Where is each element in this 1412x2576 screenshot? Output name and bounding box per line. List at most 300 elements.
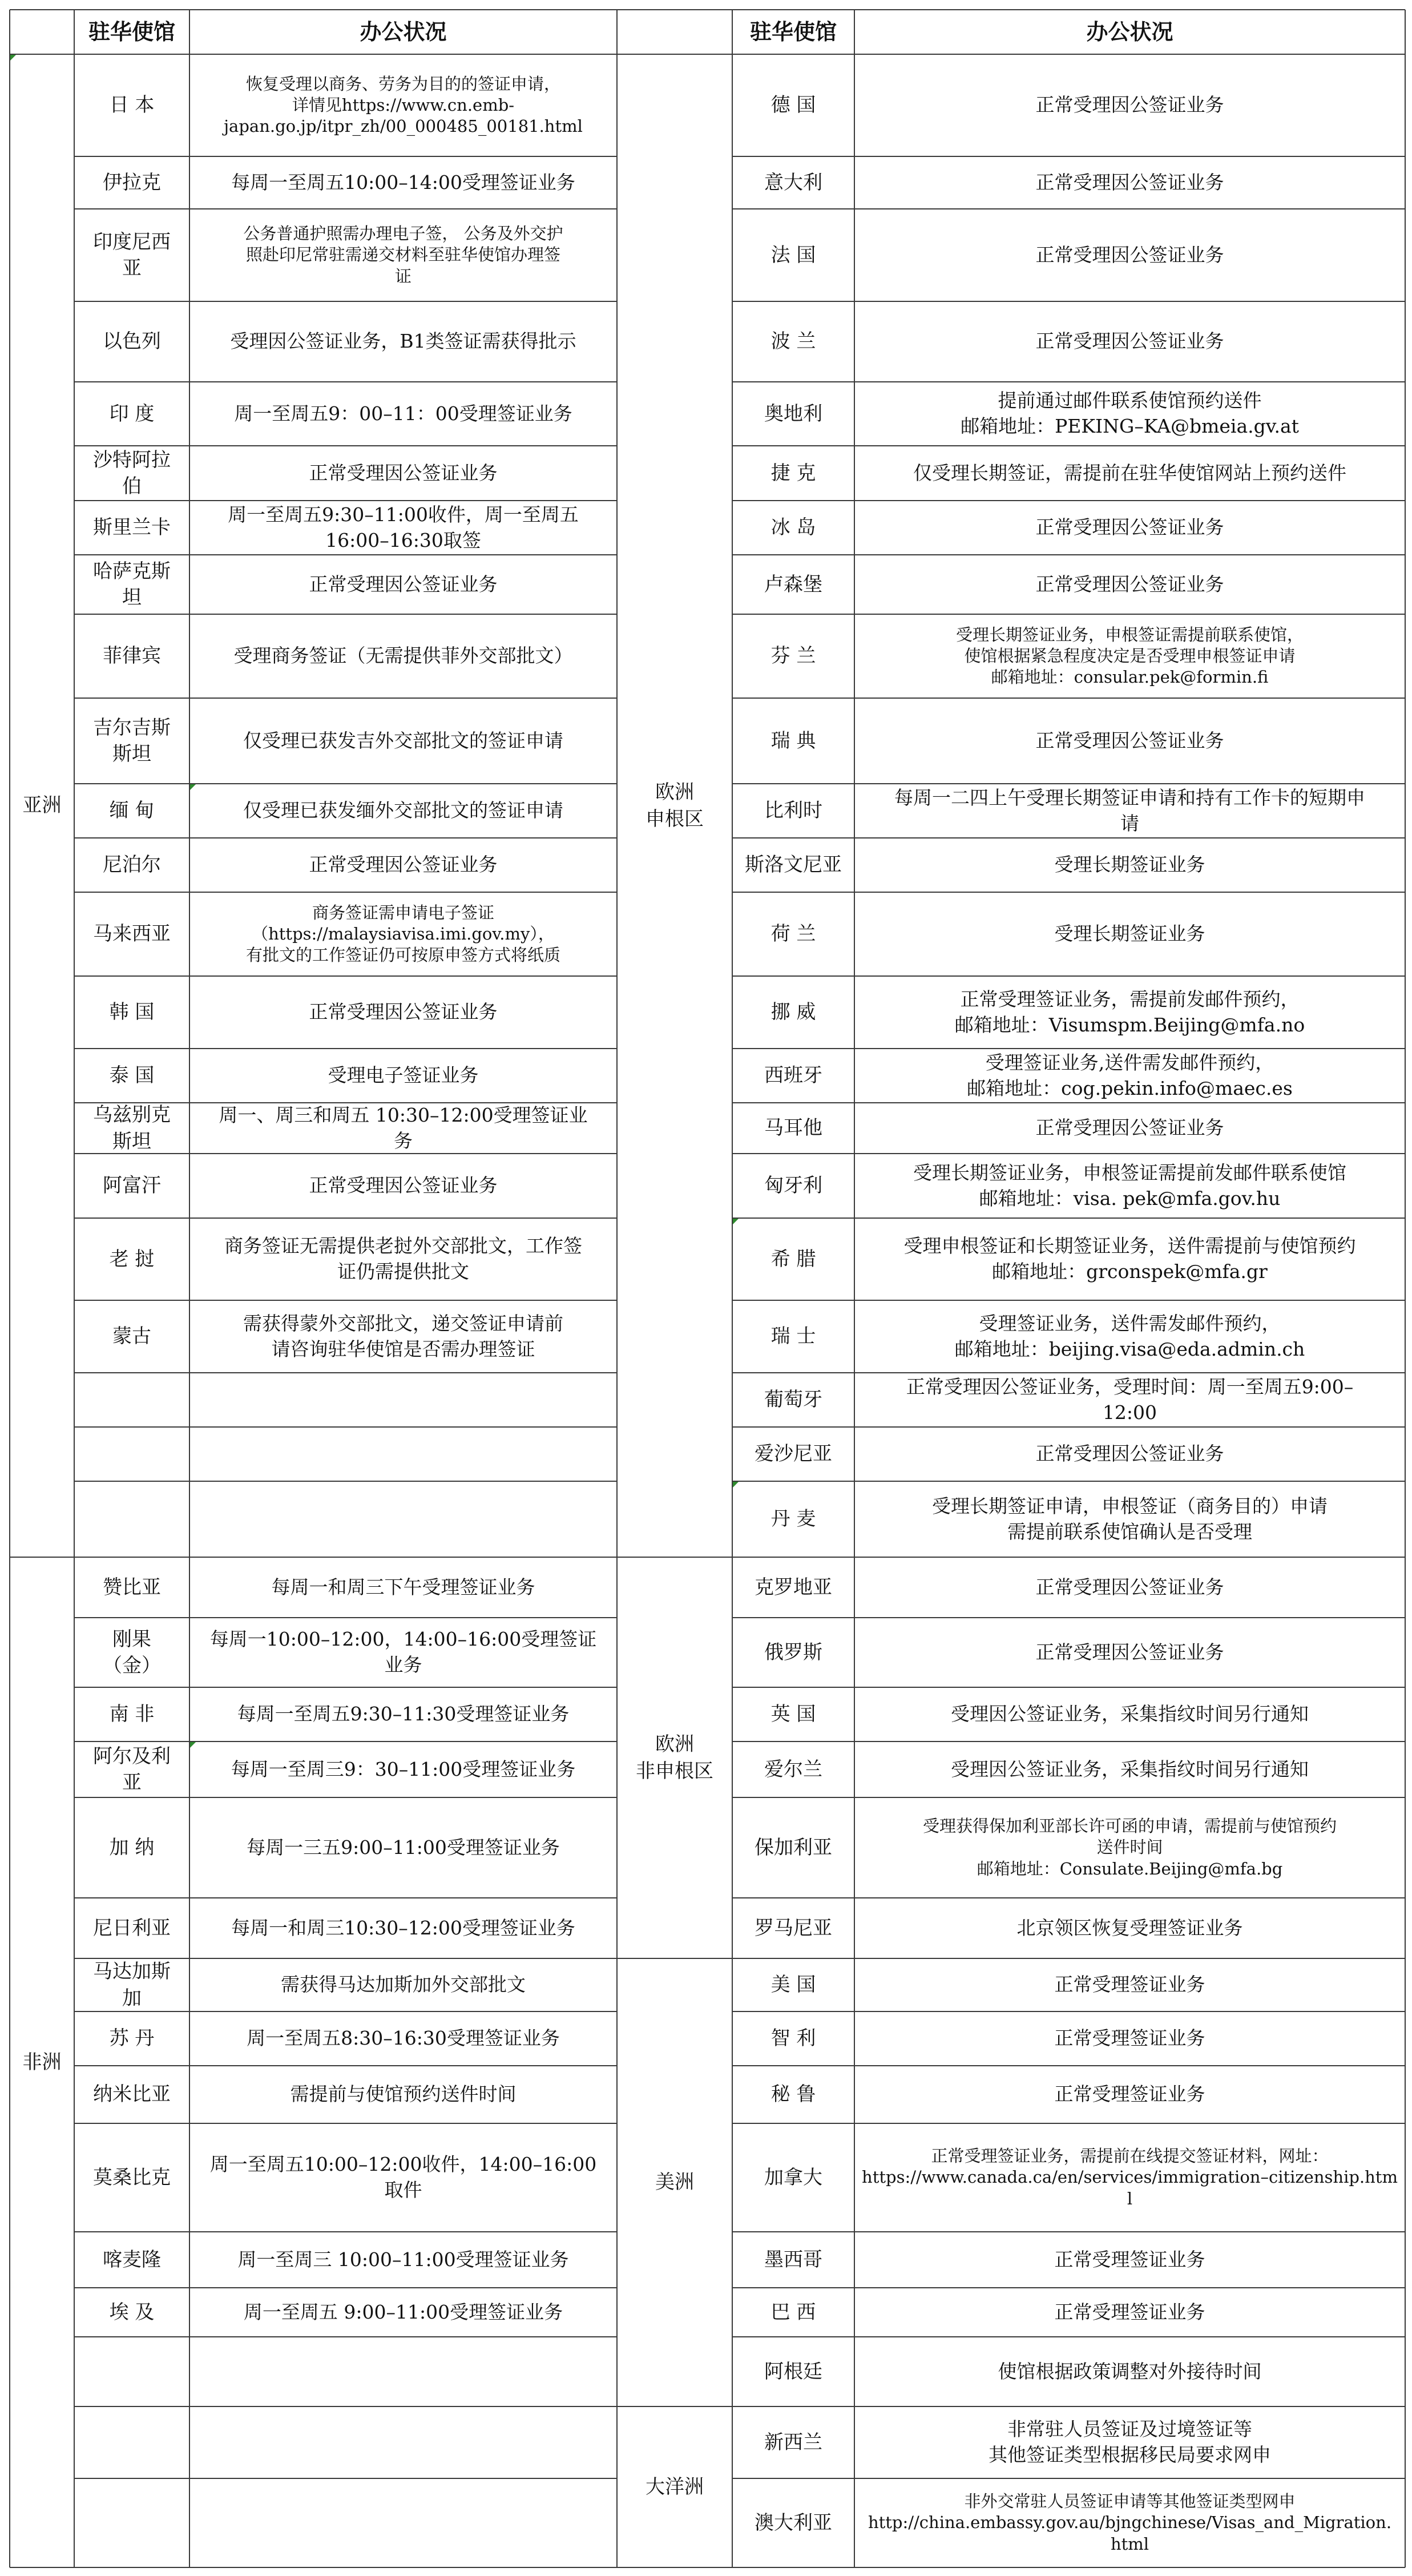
right-status-cell-text: 正常受理因公签证业务 [1035, 573, 1224, 595]
right-country-cell-text: 阿根廷 [764, 2360, 822, 2383]
right-status-cell [854, 2011, 1405, 2066]
left-country-cell-text: 哈萨克斯 坦 [93, 559, 171, 609]
right-status-cell [854, 1154, 1405, 1218]
grid-line [74, 2567, 617, 2568]
right-status-cell-text: 受理长期签证业务，申根签证需提前联系使馆， 使馆根据紧急程度决定是否受理申根签证申请 邮箱地址：consular.pek@formin.fi [955, 624, 1304, 687]
grid-line [74, 554, 617, 555]
grid-line [732, 1048, 1405, 1049]
right-status-cell-text: 正常受理因公签证业务 [1035, 1640, 1224, 1663]
left-country-cell [74, 1557, 189, 1618]
right-status-cell [854, 2288, 1405, 2337]
right-status-cell-text: 正常受理因公签证业务 [1035, 330, 1224, 353]
left-country-cell-text: 马达加斯 加 [93, 1960, 171, 2010]
right-status-cell [854, 976, 1405, 1049]
right-status-cell-text: 正常受理因公签证业务 [1035, 171, 1224, 193]
right-country-cell [732, 1687, 854, 1741]
grid-line [10, 54, 74, 55]
right-region-label [617, 54, 732, 1557]
header-right-status-text: 办公状况 [1086, 19, 1173, 45]
right-status-cell-text: 受理长期签证业务，申根签证需提前发邮件联系使馆 邮箱地址：visa. pek@mfa.gov.hu [913, 1161, 1346, 1210]
left-country-cell [74, 2011, 189, 2066]
left-status-cell [189, 1741, 617, 1797]
right-status-cell-text: 非外交常驻人员签证申请等其他签证类型网申 http://china.embassy.gov.au/bjngchinese/Visas_and_Migration. html [868, 2492, 1392, 2554]
grid-line [732, 1372, 1405, 1373]
right-status-cell [854, 784, 1405, 838]
right-status-cell-text: 正常受理签证业务 [1054, 1973, 1205, 1996]
right-country-cell-text: 波 兰 [770, 330, 816, 353]
right-country-cell [732, 2123, 854, 2232]
left-country-cell-text: 纳米比亚 [93, 2083, 171, 2106]
right-status-cell [854, 156, 1405, 209]
grid-line [732, 1218, 1405, 1219]
right-status-cell-text: 正常受理因公签证业务 [1035, 1575, 1224, 1598]
grid-line [74, 1958, 617, 1959]
grid-line [854, 10, 855, 2567]
left-status-cell [189, 2066, 617, 2123]
right-status-cell [854, 1741, 1405, 1797]
left-country-cell-text: 刚果 （金） [103, 1627, 161, 1677]
right-status-cell-text: 正常受理签证业务 [1054, 2083, 1205, 2106]
left-country-cell-text: 印度尼西 亚 [93, 230, 171, 280]
right-status-cell [854, 614, 1405, 698]
left-status-cell [189, 892, 617, 976]
right-country-cell [732, 2011, 854, 2066]
grid-line [732, 554, 1405, 555]
left-status-cell-text: 需提前与使馆预约送件时间 [290, 2083, 517, 2106]
right-status-cell [854, 1300, 1405, 1373]
left-country-cell [74, 2232, 189, 2288]
left-status-cell [189, 301, 617, 382]
left-country-cell-text: 菲律宾 [103, 644, 161, 668]
right-status-cell [854, 54, 1405, 156]
left-status-cell [189, 1049, 617, 1103]
right-status-cell-text: 受理长期签证业务 [1054, 853, 1205, 876]
right-status-cell-text: 正常受理因公签证业务 [1035, 729, 1224, 752]
left-status-cell-text: 正常受理因公签证业务 [309, 461, 498, 484]
right-status-cell [854, 1427, 1405, 1481]
left-country-cell [74, 54, 189, 156]
grid-line [732, 1102, 1405, 1103]
right-country-cell [732, 1373, 854, 1427]
right-country-cell [732, 1300, 854, 1373]
grid-line [74, 2123, 617, 2124]
left-country-cell-text: 伊拉克 [103, 171, 161, 194]
left-status-cell [189, 2337, 617, 2406]
left-status-cell [189, 1427, 617, 1481]
header-left-status [189, 10, 617, 54]
right-country-cell-text: 葡萄牙 [764, 1388, 822, 1412]
right-country-cell [732, 1898, 854, 1958]
left-country-cell [74, 1958, 189, 2011]
right-country-cell [732, 156, 854, 209]
right-country-cell-text: 奥地利 [764, 402, 822, 425]
right-country-cell-text: 冰 岛 [770, 516, 816, 539]
left-country-cell-text: 赞比亚 [103, 1575, 161, 1599]
left-country-cell-text: 老 挝 [109, 1247, 155, 1271]
right-status-cell [854, 1687, 1405, 1741]
right-status-cell [854, 698, 1405, 784]
grid-line [74, 1897, 617, 1898]
left-country-cell-text: 南 非 [109, 1703, 155, 1726]
grid-line [617, 1958, 732, 1959]
right-country-cell [732, 698, 854, 784]
left-country-cell-text: 印 度 [109, 402, 155, 425]
left-status-cell-text: 正常受理因公签证业务 [309, 853, 498, 876]
right-country-cell-text: 比利时 [764, 799, 822, 823]
right-country-cell-text: 秘 鲁 [770, 2083, 816, 2106]
left-status-cell-text: 每周一10:00–12:00，14:00–16:00受理签证 业务 [209, 1628, 597, 1676]
right-status-cell [854, 892, 1405, 976]
left-country-cell [74, 838, 189, 892]
left-status-cell [189, 2232, 617, 2288]
right-country-cell [732, 54, 854, 156]
grid-line [74, 445, 617, 446]
left-country-cell [74, 1103, 189, 1154]
right-country-cell [732, 976, 854, 1049]
right-country-cell [732, 1557, 854, 1618]
header-right-status [854, 10, 1405, 54]
grid-line [732, 837, 1405, 838]
right-status-cell-text: 正常受理签证业务，需提前发邮件预约， 邮箱地址：Visumspm.Beijing@mfa.no [954, 987, 1305, 1036]
right-country-cell [732, 1797, 854, 1898]
grid-line [732, 1557, 1405, 1558]
grid-line [732, 10, 733, 2567]
right-status-cell-text: 仅受理长期签证，需提前在驻华使馆网站上预约送件 [913, 461, 1346, 484]
right-status-cell [854, 1618, 1405, 1687]
left-status-cell-text: 受理商务签证（无需提供菲外交部批文） [233, 644, 573, 667]
right-country-cell-text: 澳大利亚 [755, 2511, 832, 2534]
left-status-cell-text: 商务签证需申请电子签证 （https://malaysiavisa.imi.gov.my）， 有批文的工作签证仍可按原申签方式将纸质 [245, 902, 560, 965]
right-country-cell-text: 德 国 [770, 94, 816, 117]
header-left-embassy-text: 驻华使馆 [88, 19, 175, 45]
grid-line [74, 208, 617, 209]
grid-line [732, 2478, 1405, 2479]
left-status-cell [189, 501, 617, 555]
grid-line [74, 500, 617, 501]
left-country-cell [74, 1898, 189, 1958]
right-country-cell [732, 1154, 854, 1218]
left-status-cell-text: 周一至周五9：00–11：00受理签证业务 [234, 402, 572, 425]
left-status-cell-text: 周一至周五8:30–16:30受理签证业务 [247, 2027, 560, 2050]
grid-line [74, 892, 617, 893]
left-country-cell-text: 以色列 [103, 330, 161, 353]
right-country-cell [732, 2066, 854, 2123]
right-status-cell-text: 正常受理签证业务，需提前在线提交签证材料，网址： https://www.canada.ca/en/services/immigration–citizenship.html [862, 2146, 1398, 2208]
grid-line [732, 500, 1405, 501]
grid-line [732, 208, 1405, 209]
right-country-cell-text: 罗马尼亚 [755, 1916, 832, 1940]
left-status-cell-text: 每周一至周五10:00–14:00受理签证业务 [231, 171, 575, 193]
right-status-cell [854, 838, 1405, 892]
left-status-cell [189, 54, 617, 156]
grid-line [74, 1102, 617, 1103]
left-country-cell [74, 1741, 189, 1797]
right-status-cell [854, 2478, 1405, 2567]
grid-line [74, 1426, 617, 1428]
grid-line [617, 1557, 732, 1558]
right-status-cell [854, 209, 1405, 301]
right-country-cell-text: 瑞 典 [770, 729, 816, 752]
grid-line [732, 301, 1405, 302]
right-status-cell [854, 1103, 1405, 1154]
grid-line [74, 783, 617, 784]
right-country-cell [732, 1218, 854, 1300]
left-country-cell [74, 1049, 189, 1103]
left-country-cell [74, 784, 189, 838]
grid-line [732, 1426, 1405, 1428]
right-country-cell-text: 克罗地亚 [755, 1575, 832, 1599]
left-country-cell-text: 尼泊尔 [103, 853, 161, 877]
cell-marker-icon [10, 55, 16, 61]
right-status-cell [854, 1557, 1405, 1618]
left-status-cell [189, 1958, 617, 2011]
left-status-cell-text: 每周一至周三9：30–11:00受理签证业务 [231, 1757, 576, 1780]
left-country-cell-text: 乌兹别克 斯坦 [93, 1103, 171, 1153]
grid-line [74, 2336, 617, 2337]
right-country-cell [732, 501, 854, 555]
left-status-cell-text: 每周一和周三下午受理签证业务 [271, 1575, 535, 1598]
grid-line [732, 1153, 1405, 1154]
left-status-cell-text: 仅受理已获发吉外交部批文的签证申请 [243, 729, 563, 752]
grid-line [74, 54, 617, 55]
grid-line [732, 381, 1405, 382]
left-status-cell [189, 209, 617, 301]
left-country-cell [74, 1300, 189, 1373]
grid-line [74, 2406, 617, 2407]
right-status-cell [854, 1958, 1405, 2011]
left-region-label-text: 非洲 [22, 2050, 62, 2074]
cell-marker-icon [733, 1219, 739, 1224]
right-status-cell-text: 正常受理因公签证业务，受理时间：周一至周五9:00– 12:00 [906, 1375, 1354, 1424]
right-status-cell-text: 正常受理因公签证业务 [1035, 516, 1224, 539]
right-status-cell [854, 446, 1405, 501]
left-country-cell [74, 382, 189, 446]
right-country-cell-text: 斯洛文尼亚 [745, 853, 842, 877]
grid-line [74, 381, 617, 382]
right-country-cell [732, 2406, 854, 2478]
grid-line [10, 2567, 74, 2568]
grid-line [732, 1687, 1405, 1688]
right-status-cell [854, 1373, 1405, 1427]
right-status-cell [854, 2123, 1405, 2232]
left-status-cell [189, 2406, 617, 2478]
left-status-cell-text: 商务签证无需提供老挝外交部批文，工作签 证仍需提供批文 [224, 1235, 582, 1283]
right-status-cell-text: 受理获得保加利亚部长许可函的申请，需提前与使馆预约 送件时间 邮箱地址：Consulate.Beijing@mfa.bg [922, 1816, 1337, 1878]
header-left-embassy [74, 10, 189, 54]
cell-marker-icon [190, 1742, 196, 1748]
right-status-cell-text: 受理因公签证业务，采集指纹时间另行通知 [951, 1703, 1309, 1726]
right-status-cell-text: 受理签证业务，送件需发邮件预约， 邮箱地址：beijing.visa@eda.admin.ch [954, 1312, 1305, 1360]
left-country-cell [74, 2066, 189, 2123]
right-status-cell [854, 2337, 1405, 2406]
grid-line [732, 2287, 1405, 2288]
left-status-cell-text: 周一至周五9:30–11:00收件，周一至周五 16:00–16:30取签 [228, 503, 579, 551]
grid-line [732, 1797, 1405, 1798]
header-right-embassy [732, 10, 854, 54]
grid-line [732, 1617, 1405, 1618]
grid-line [74, 975, 617, 977]
right-status-cell-text: 正常受理签证业务 [1054, 2027, 1205, 2050]
right-status-cell [854, 1797, 1405, 1898]
left-country-cell [74, 1427, 189, 1481]
grid-line [74, 1300, 617, 1301]
left-status-cell [189, 2011, 617, 2066]
left-country-cell [74, 1154, 189, 1218]
right-country-cell-text: 巴 西 [770, 2300, 816, 2324]
left-country-cell-text: 斯里兰卡 [93, 516, 171, 539]
left-status-cell [189, 614, 617, 698]
grid-line [74, 2065, 617, 2066]
grid-line [617, 54, 732, 55]
right-status-cell-text: 提前通过邮件联系使馆预约送件 邮箱地址：PEKING–KA@bmeia.gv.at [961, 389, 1299, 437]
left-country-cell [74, 446, 189, 501]
left-status-cell [189, 1154, 617, 1218]
right-country-cell-text: 加拿大 [764, 2166, 822, 2189]
left-country-cell-text: 尼日利亚 [93, 1916, 171, 1940]
right-country-cell-text: 美 国 [770, 1973, 816, 1997]
left-status-cell-text: 每周一至周五9:30–11:30受理签证业务 [237, 1703, 570, 1726]
left-country-cell-text: 埃 及 [109, 2300, 155, 2324]
right-region-label [617, 1958, 732, 2406]
grid-line [732, 445, 1405, 446]
grid-line [9, 10, 10, 2567]
left-status-cell [189, 1797, 617, 1898]
grid-line [732, 2567, 1405, 2568]
left-country-cell [74, 1481, 189, 1557]
left-country-cell [74, 614, 189, 698]
grid-line [732, 2336, 1405, 2337]
right-status-cell-text: 正常受理因公签证业务 [1035, 1442, 1224, 1465]
left-country-cell-text: 马来西亚 [93, 922, 171, 946]
grid-line [74, 1218, 617, 1219]
right-country-cell-text: 爱尔兰 [764, 1757, 822, 1781]
grid-line [74, 1372, 617, 1373]
grid-line [74, 1741, 617, 1742]
left-status-cell-text: 恢复受理以商务、劳务为目的的签证申请， 详情见https://www.cn.emb- japan.go.jp/itpr_zh/00_000485_00181.html [224, 74, 583, 136]
left-country-cell [74, 156, 189, 209]
grid-line [732, 614, 1405, 615]
cell-marker-icon [733, 1482, 739, 1487]
right-country-cell [732, 838, 854, 892]
left-status-cell [189, 1481, 617, 1557]
left-status-cell-text: 需获得马达加斯加外交部批文 [281, 1973, 526, 1996]
right-region-label-text: 欧洲 非申根区 [636, 1733, 713, 1783]
grid-line [74, 2478, 617, 2479]
grid-line [617, 2567, 732, 2568]
right-country-cell-text: 匈牙利 [764, 1174, 822, 1198]
left-status-cell-text: 受理因公签证业务，B1类签证需获得批示 [230, 330, 576, 353]
left-country-cell [74, 301, 189, 382]
left-country-cell [74, 1687, 189, 1741]
grid-line [74, 2011, 617, 2012]
left-status-cell-text: 周一、周三和周五 10:30–12:00受理签证业 务 [219, 1103, 588, 1152]
right-status-cell [854, 501, 1405, 555]
right-status-cell-text: 非常驻人员签证及过境签证等 其他签证类型根据移民局要求网申 [989, 2418, 1271, 2466]
left-status-cell [189, 1618, 617, 1687]
right-status-cell-text: 北京领区恢复受理签证业务 [1016, 1916, 1243, 1939]
left-status-cell-text: 周一至周三 10:00–11:00受理签证业务 [237, 2248, 569, 2271]
left-status-cell [189, 156, 617, 209]
right-country-cell-text: 智 利 [770, 2027, 816, 2050]
right-status-cell-text: 受理长期签证业务 [1054, 922, 1205, 945]
right-status-cell-text: 每周一二四上午受理长期签证申请和持有工作卡的短期申 请 [894, 786, 1365, 835]
grid-line [732, 54, 1405, 55]
right-country-cell [732, 1958, 854, 2011]
right-country-cell [732, 301, 854, 382]
grid-line [1405, 10, 1406, 2567]
right-country-cell [732, 2337, 854, 2406]
left-country-cell [74, 555, 189, 614]
grid-line [732, 2406, 1405, 2407]
grid-line [74, 301, 617, 302]
right-country-cell [732, 2232, 854, 2288]
grid-line [732, 1481, 1405, 1482]
header-left-status-text: 办公状况 [360, 19, 447, 45]
left-country-cell [74, 892, 189, 976]
left-status-cell [189, 1898, 617, 1958]
grid-line [732, 2011, 1405, 2012]
grid-line [732, 698, 1405, 699]
grid-line [74, 1048, 617, 1049]
left-status-cell [189, 382, 617, 446]
left-country-cell [74, 2337, 189, 2406]
left-country-cell-text: 缅 甸 [109, 799, 155, 823]
left-status-cell [189, 1218, 617, 1300]
right-country-cell [732, 2478, 854, 2567]
left-status-cell [189, 698, 617, 784]
left-country-cell-text: 泰 国 [109, 1064, 155, 1087]
left-country-cell [74, 2123, 189, 2232]
grid-line [732, 2231, 1405, 2232]
left-country-cell [74, 209, 189, 301]
left-country-cell-text: 韩 国 [109, 1001, 155, 1024]
left-country-cell [74, 1373, 189, 1427]
right-country-cell-text: 丹 麦 [770, 1507, 816, 1531]
left-status-cell [189, 838, 617, 892]
right-country-cell [732, 892, 854, 976]
left-country-cell [74, 976, 189, 1049]
grid-line [10, 1557, 74, 1558]
left-status-cell-text: 正常受理因公签证业务 [309, 1174, 498, 1197]
left-country-cell [74, 1618, 189, 1687]
grid-line [732, 1958, 1405, 1959]
right-status-cell [854, 301, 1405, 382]
right-country-cell [732, 2288, 854, 2337]
left-status-cell [189, 2123, 617, 2232]
right-status-cell [854, 2066, 1405, 2123]
right-country-cell-text: 希 腊 [770, 1247, 816, 1271]
left-region-label [10, 54, 74, 1557]
left-country-cell [74, 698, 189, 784]
right-country-cell [732, 555, 854, 614]
right-region-label-text: 大洋洲 [646, 2475, 704, 2498]
left-region-label-text: 亚洲 [22, 794, 62, 817]
right-country-cell-text: 意大利 [764, 171, 822, 194]
right-country-cell-text: 荷 兰 [770, 922, 816, 946]
grid-line [74, 1557, 617, 1558]
right-country-cell [732, 1481, 854, 1557]
header-right-embassy-text: 驻华使馆 [749, 19, 837, 45]
left-country-cell-text: 阿富汗 [103, 1174, 161, 1198]
grid-line [74, 1617, 617, 1618]
right-country-cell [732, 784, 854, 838]
left-status-cell-text: 受理电子签证业务 [328, 1064, 479, 1087]
right-status-cell-text: 正常受理签证业务 [1054, 2248, 1205, 2271]
left-status-cell [189, 784, 617, 838]
grid-line [732, 1897, 1405, 1898]
grid-line [74, 614, 617, 615]
left-country-cell [74, 1218, 189, 1300]
